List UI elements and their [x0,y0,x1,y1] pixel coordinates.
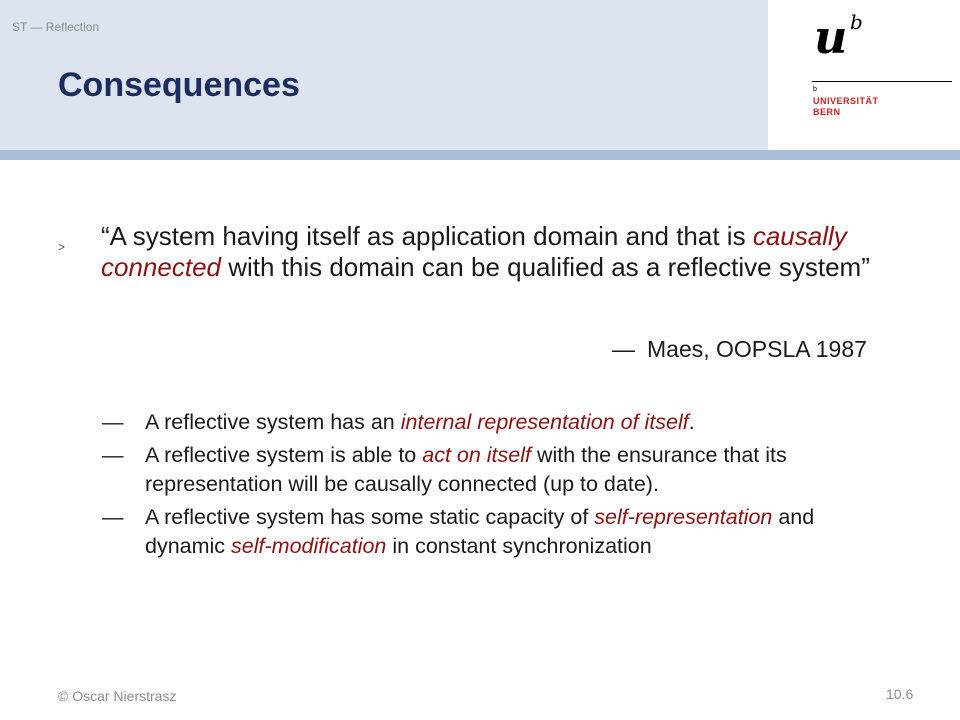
subpoint-2-text-b: with the ensurance that its representation will be causally connected (up to date). [145,443,787,496]
logo-u-glyph: u [814,10,848,64]
subpoint-3 [100,503,890,561]
logo-b-glyph: b [850,10,863,34]
header-rule [0,150,960,160]
subpoint-1 [100,408,890,437]
logo-small-b: b [813,86,817,93]
logo-wordmark [813,96,879,118]
quote-emphasis: causally connected [101,221,847,282]
quote-attribution [612,336,867,363]
quote-close-mark: ” [861,252,870,282]
quote-bullet [58,221,898,283]
attribution-text: Maes, OOPSLA 1987 [647,336,867,362]
logo-line1: UNIVERSITÄT [813,96,879,106]
subpoint-2-text-a: A reflective system is able to [145,443,423,467]
subpoint-3-text-c: in constant synchronization [386,534,652,558]
slide-title: Consequences [58,66,300,104]
subpoint-2 [100,441,890,499]
subpoint-1-emphasis: internal representation of itself [400,410,689,434]
subpoint-1-text-a: A reflective system has an [145,410,401,434]
subpoint-3-emphasis-a: self-representation [594,505,773,529]
page-number: 10.6 [886,686,914,702]
subpoint-2-emphasis: act on itself [422,443,531,467]
bullet-chevron-icon: > [58,240,66,254]
subpoint-3-text-a: A reflective system has some static capacity of [145,505,595,529]
quote-text [101,221,898,283]
logo-line2: BERN [813,107,841,117]
subpoint-3-text-b: and dynamic [145,505,815,558]
subpoint-dash: — [102,410,124,434]
course-label: ST — Reflection [12,20,100,34]
subpoint-3-emphasis-b: self-modification [231,534,387,558]
subpoint-dash: — [102,443,124,467]
university-logo [808,10,956,125]
quote-part2: with this domain can be qualified as a reflective system [220,252,862,282]
subpoint-1-text-b: . [688,410,695,434]
footer-copyright: © Oscar Nierstrasz [58,688,177,704]
logo-divider [812,81,952,82]
quote-part1: A system having itself as application domain and that is [109,221,753,251]
subpoint-list [100,408,890,565]
attribution-dash: — [612,336,635,362]
subpoint-dash: — [102,505,124,529]
quote-open-mark: “ [101,221,110,251]
